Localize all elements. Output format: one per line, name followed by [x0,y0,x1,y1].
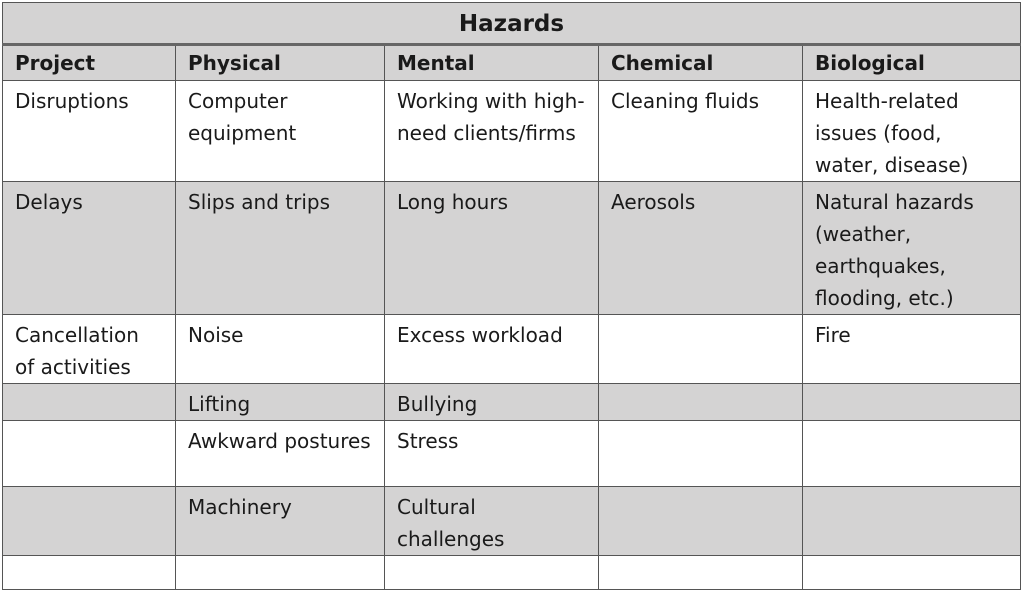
hazards-table-container [2,2,1020,590]
table-cell: Natural hazards (weather, earthquakes, flooding, etc.) [803,182,1021,315]
table-cell: Computer equipment [176,81,385,182]
table-cell [176,556,385,590]
table-row [3,384,1021,421]
table-cell: Awkward postures [176,421,385,487]
table-row [3,182,1021,315]
column-header-biological: Biological [803,45,1021,81]
table-cell: Health-related issues (food, water, disease) [803,81,1021,182]
table-cell: Lifting [176,384,385,421]
table-cell [3,487,176,556]
table-cell: Cultural challenges [385,487,599,556]
table-cell [803,487,1021,556]
table-cell [599,315,803,384]
table-row [3,487,1021,556]
table-cell: Noise [176,315,385,384]
table-cell [3,556,176,590]
table-cell: Bullying [385,384,599,421]
column-header-mental: Mental [385,45,599,81]
table-cell: Stress [385,421,599,487]
table-cell: Disruptions [3,81,176,182]
table-cell [599,384,803,421]
table-cell [3,421,176,487]
table-cell: Delays [3,182,176,315]
table-cell [803,421,1021,487]
table-row [3,81,1021,182]
table-cell: Long hours [385,182,599,315]
column-header-chemical: Chemical [599,45,803,81]
table-cell [803,556,1021,590]
table-cell: Cleaning fluids [599,81,803,182]
table-cell [599,421,803,487]
table-cell [385,556,599,590]
table-cell: Slips and trips [176,182,385,315]
table-cell: Working with high-need clients/firms [385,81,599,182]
table-title: Hazards [3,3,1021,45]
table-cell: Cancellation of activities [3,315,176,384]
table-cell: Excess workload [385,315,599,384]
table-row [3,421,1021,487]
table-row [3,315,1021,384]
column-header-project: Project [3,45,176,81]
table-cell [599,556,803,590]
hazards-table [2,2,1021,590]
table-row [3,556,1021,590]
table-cell: Aerosols [599,182,803,315]
table-cell: Fire [803,315,1021,384]
table-cell [803,384,1021,421]
table-cell [599,487,803,556]
table-cell [3,384,176,421]
column-header-physical: Physical [176,45,385,81]
table-cell: Machinery [176,487,385,556]
